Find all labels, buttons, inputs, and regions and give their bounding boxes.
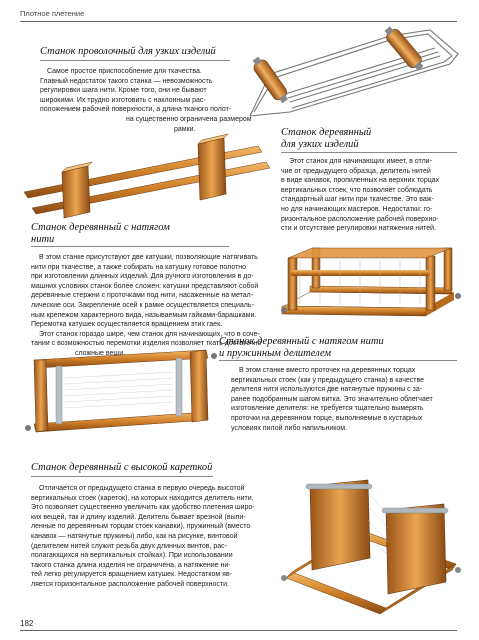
- heading-underline: [219, 360, 457, 361]
- heading-underline: [31, 476, 213, 477]
- header-rule: [20, 21, 457, 22]
- narrow-wooden-loom-illustration: [18, 112, 278, 227]
- heading-underline: [31, 246, 229, 247]
- footer-rule: [20, 630, 457, 631]
- paragraph-tension-loom: В этом станке присутствуют две катушки, позволяющие натягивать нити при ткачестве, а также собирать на катушку готовое полотно при изготовлении длинных изделий. Для ручного изготовления в до- машних условиях станок более сложен: катушки представляют собой деревянные стержни с проточками под нити, насаженные на метал- лические оси. Закрепление осей к рамке осуществляется специаль- ным крепежом характерного вида, называемым гайками-барашками. Перемотка катушек осуществляется вращением этих гаек. Этот станок гораздо шире, чем станок для начинающих, что в соче- тании с возможностью перемотки изделия позволяет ткать достаточно сложные вещи.: [31, 254, 262, 357]
- wire-loom-illustration: [230, 24, 465, 124]
- paragraph-narrow-wooden-loom: Этот станок для начинающих имеет, в отли- чие от предыдущего образца, делитель нитей в виде канавок, пропиленных на верхних торцах вертикальных стоек, что позволяет соблюдать стандартный шаг нити при ткачестве. Это важ- но для начинающих мастеров. Недостатки: го- ризонтальное расположение рабочей поверхно- сти и отсутствие регулировки натяжения нитей.: [281, 158, 440, 233]
- paragraph-spring-divider-loom: В этом станке вместо проточек на деревянных торцах вертикальных стоек (как у предыдущего станка) в качестве делителя нити используются две натянутые пружины с за- ранее подобранным шагом витка. Это значительно облегчает изготовление делителя: не требуется тщательно вымерять проточки на деревянном торце, выполняемые в кустарных условиях пилой либо напильником.: [231, 367, 433, 432]
- high-carriage-loom-illustration: [276, 466, 466, 616]
- heading-underline: [281, 152, 457, 153]
- heading-tension-loom: Станок деревянный с натягом нити: [31, 222, 170, 245]
- heading-underline: [40, 60, 230, 61]
- heading-spring-divider-loom: Станок деревянный с натягом нити и пружинным делителем: [219, 336, 384, 359]
- heading-high-carriage-loom: Станок деревянный с высокой кареткой: [31, 462, 213, 473]
- heading-wire-loom: Станок проволочный для узких изделий: [40, 46, 216, 57]
- spring-divider-loom-illustration: [20, 338, 220, 438]
- tension-loom-illustration: [276, 236, 466, 341]
- paragraph-wire-loom: Самое простое приспособление для ткачества. Главный недостаток такого станка — невозможность регулировки шага нити. Кроме того, они не бывают широкими. Их трудно изготовить с наклонным рас- положением рабочей поверхности, а длина тканого полот- на существенно ограничена размером рамки.: [40, 68, 252, 133]
- heading-narrow-wooden-loom: Станок деревянный для узких изделий: [281, 127, 372, 150]
- page-number: 182: [20, 619, 34, 628]
- paragraph-high-carriage-loom: Отличается от предыдущего станка в первую очередь высотой вертикальных стоек (кареток), на которых находится делитель нити. Это позволяет существенно увеличить как удобство плетения широ- ких вещей, так и длину изделий. Делитель бывает врезной (выпи- ленные по деревянным торцам стоек канавки), пружинный (вместо канавок — натянутые пружины) либо, как на рисунке, винтовой (делителем нитей служит резьба двух длинных винтов, рас- полагающихся на вертикальных стойках). При использовании такого станка длина изделия не ограничена, а натяжение ни- тей легко регулируется вращением катушек. Недостатком яв- ляется горизонтальное расположение рабочей поверхности.: [31, 485, 255, 588]
- running-head: Плотное плетение: [20, 9, 85, 18]
